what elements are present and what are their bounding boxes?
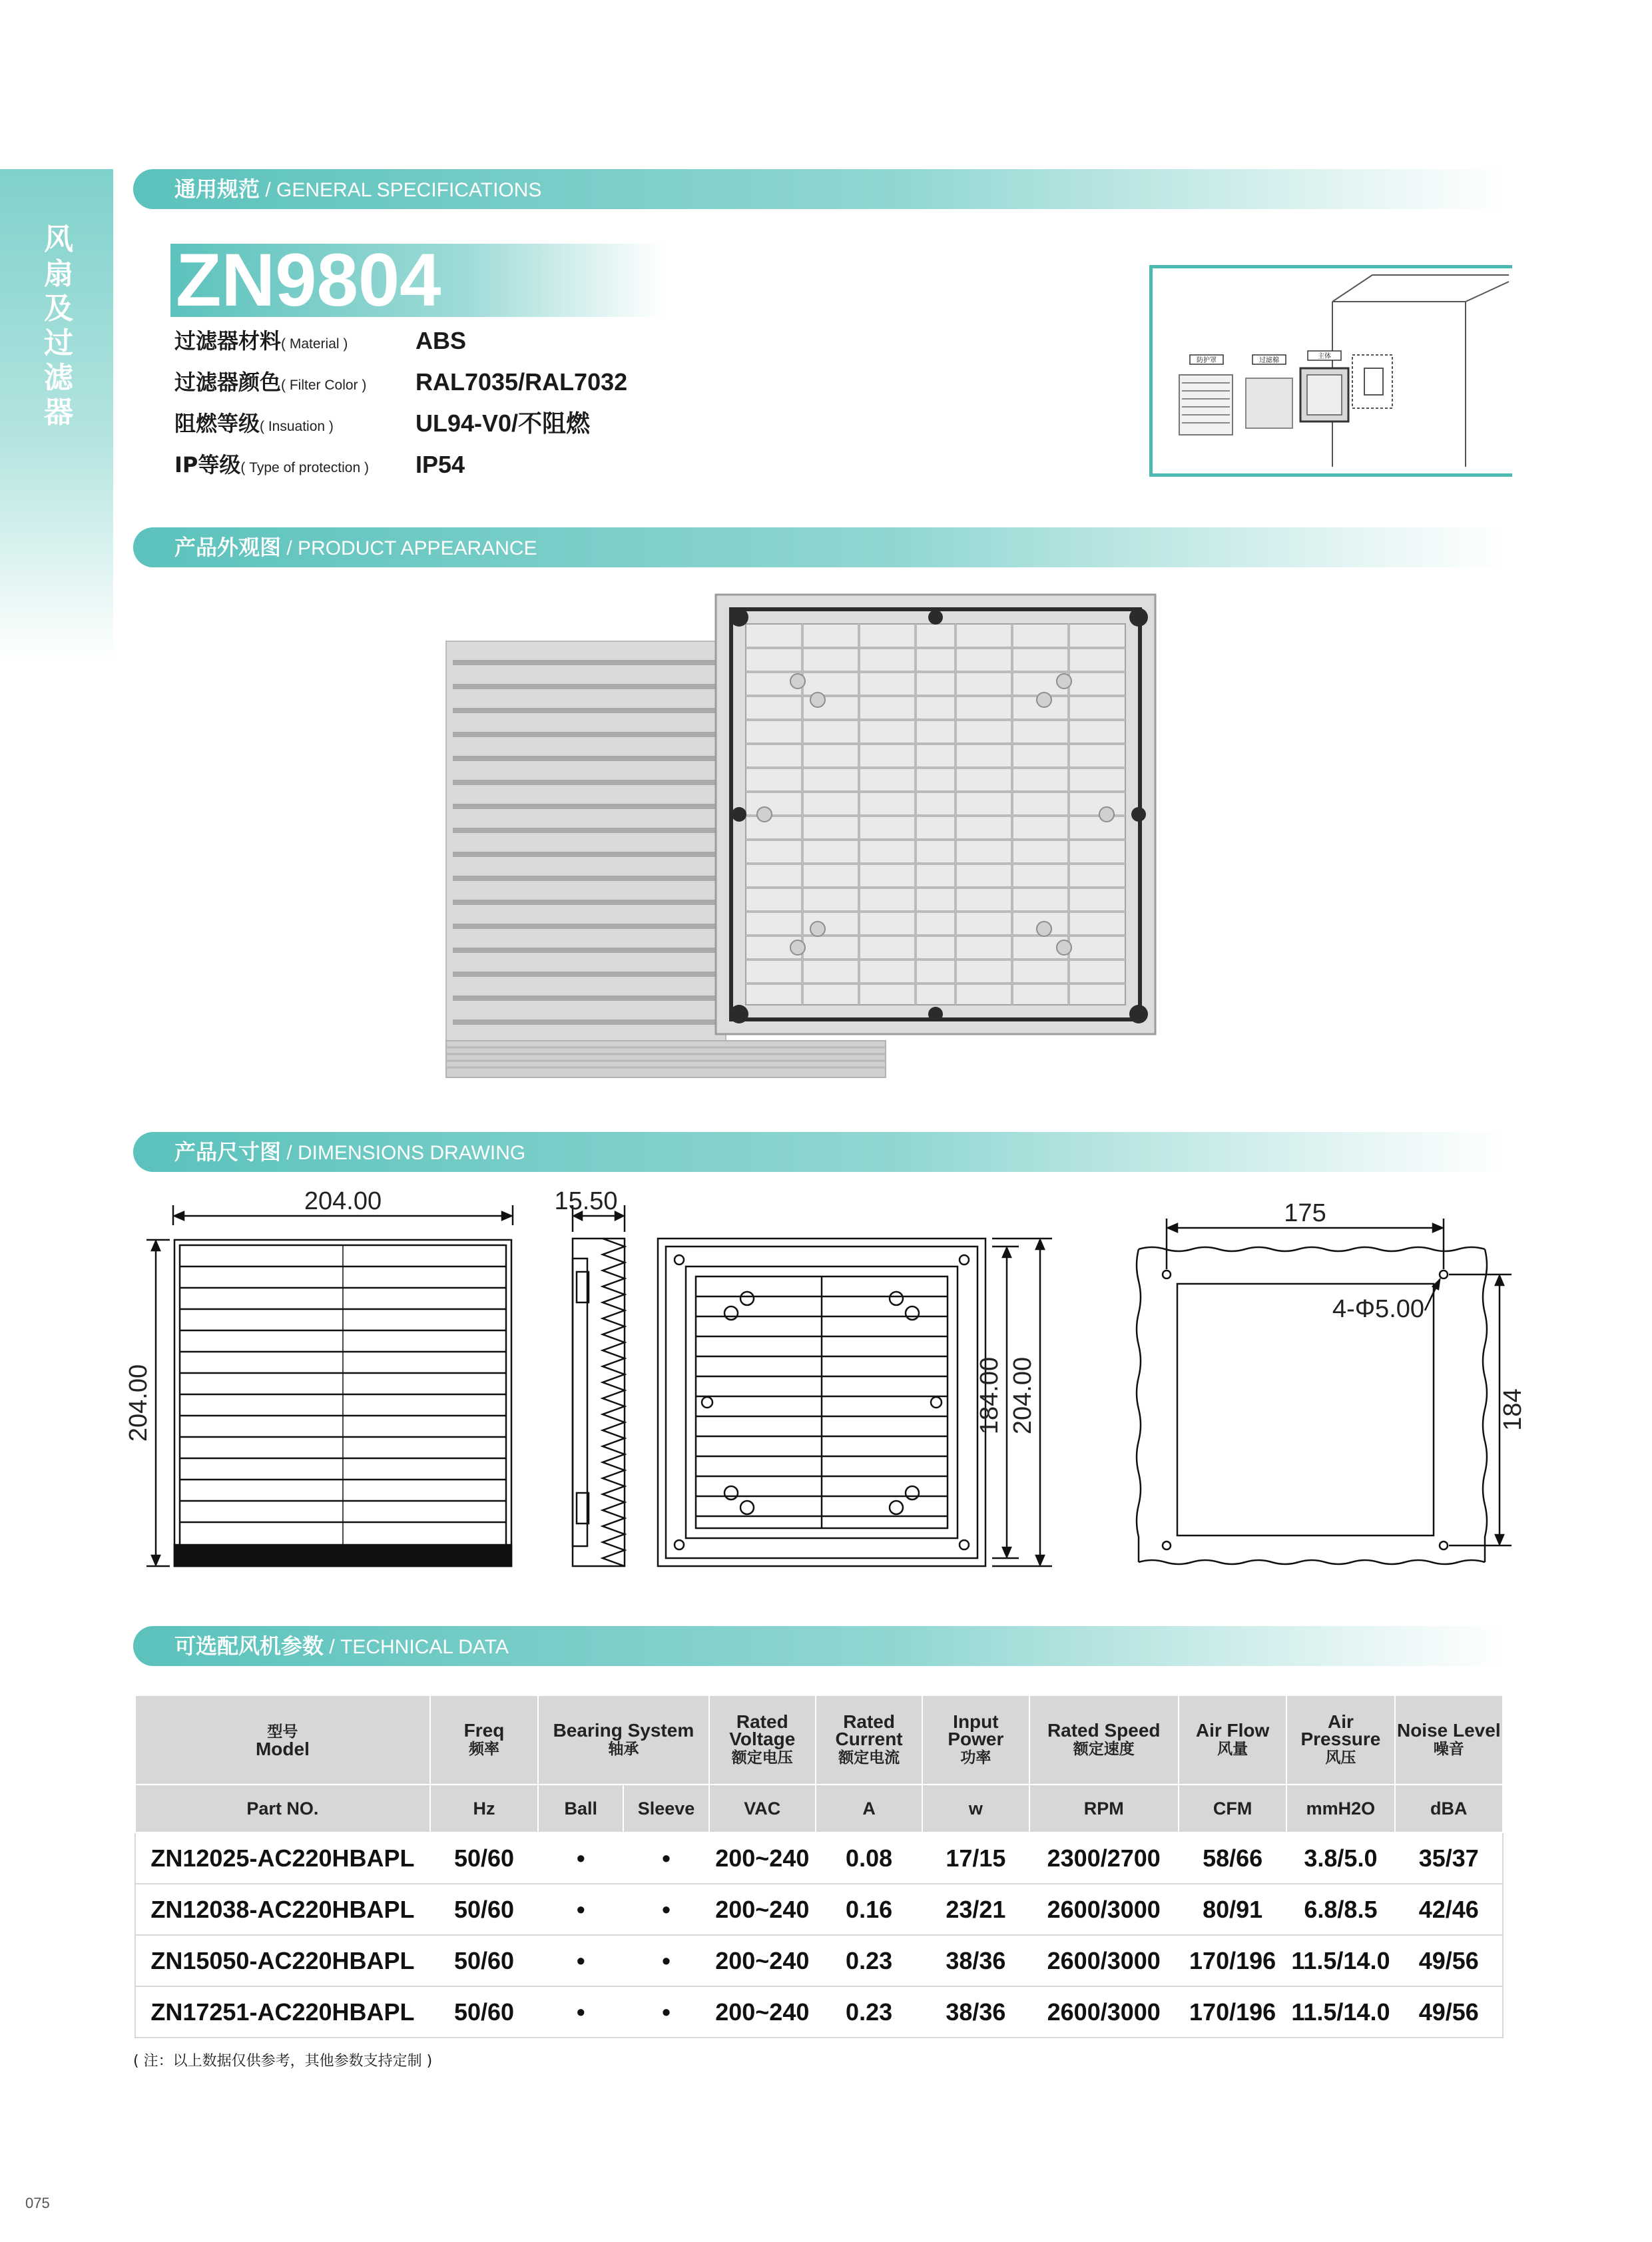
- cell: 200~240: [709, 1935, 816, 1986]
- cell: 50/60: [430, 1832, 538, 1884]
- table-header-row: [135, 1695, 1503, 1785]
- section-title-en: / TECHNICAL DATA: [324, 1636, 509, 1658]
- sidebar-tab: [0, 169, 113, 662]
- cell: 2600/3000: [1029, 1935, 1179, 1986]
- dim-outer-height: 204.00: [1009, 1356, 1037, 1435]
- model-title: ZN9804: [170, 244, 663, 317]
- spec-value: ABS: [415, 327, 467, 354]
- section-dimensions-drawing: [133, 1132, 1505, 1172]
- section-product-appearance: [133, 527, 1505, 567]
- cell: 3.8/5.0: [1286, 1832, 1394, 1884]
- section-title-zh: 可选配风机参数: [174, 1633, 324, 1659]
- table-row: [135, 1986, 1503, 2038]
- header-airflow: Air Flow 风量: [1179, 1695, 1286, 1785]
- dim-front-width: 204.00: [304, 1187, 382, 1215]
- dim-cutout-width: 175: [1284, 1199, 1326, 1227]
- cell: 80/91: [1179, 1884, 1286, 1935]
- spec-row-protection: [174, 451, 465, 481]
- cell: 11.5/14.0: [1286, 1986, 1394, 2038]
- cell: 50/60: [430, 1935, 538, 1986]
- spec-value: IP54: [415, 451, 465, 478]
- unit-cell: Hz: [430, 1785, 538, 1832]
- front-view: [146, 1205, 513, 1566]
- cell: 200~240: [709, 1832, 816, 1884]
- spec-label-en: ( Material ): [281, 336, 348, 352]
- spec-label-zh: 阻燃等级: [174, 411, 260, 436]
- cell: 58/66: [1179, 1832, 1286, 1884]
- header-speed: Rated Speed 额定速度: [1029, 1695, 1179, 1785]
- cell: 49/56: [1395, 1935, 1503, 1986]
- cell: •: [538, 1935, 623, 1986]
- install-part-body: [1300, 351, 1348, 421]
- spec-label-en: ( Insuation ): [260, 419, 334, 434]
- spec-label-zh: 过滤器材料: [174, 328, 282, 354]
- dim-cutout-height: 184: [1499, 1388, 1527, 1431]
- unit-cell: Ball: [538, 1785, 623, 1832]
- cutout-view: [1137, 1219, 1512, 1564]
- spec-label-en: ( Type of protection ): [240, 460, 369, 475]
- dim-holes: 4-Φ5.00: [1332, 1295, 1425, 1323]
- header-pressure: Air Pressure 风压: [1286, 1695, 1394, 1785]
- technical-data-table: [135, 1695, 1504, 2038]
- cell: ZN12025-AC220HBAPL: [135, 1832, 430, 1884]
- cell: ZN12038-AC220HBAPL: [135, 1884, 430, 1935]
- section-technical-data: [133, 1626, 1505, 1666]
- dim-inner-height: 184.00: [975, 1356, 1003, 1435]
- cell: 170/196: [1179, 1935, 1286, 1986]
- cell: 49/56: [1395, 1986, 1503, 2038]
- table-row: [135, 1935, 1503, 1986]
- cell: 200~240: [709, 1986, 816, 2038]
- section-title-en: / DIMENSIONS DRAWING: [281, 1142, 526, 1164]
- cell: ZN15050-AC220HBAPL: [135, 1935, 430, 1986]
- spec-value: UL94-V0/不阻燃: [415, 410, 591, 437]
- section-title-en: / GENERAL SPECIFICATIONS: [260, 179, 542, 201]
- cell: 0.16: [816, 1884, 922, 1935]
- cell: 50/60: [430, 1986, 538, 2038]
- installation-illustration: [1149, 265, 1512, 477]
- cell: •: [538, 1832, 623, 1884]
- page-number: 075: [25, 2195, 50, 2211]
- fan-filter-frame: [716, 595, 1155, 1034]
- cell: 35/37: [1395, 1832, 1503, 1884]
- unit-cell: RPM: [1029, 1785, 1179, 1832]
- cell: ZN17251-AC220HBAPL: [135, 1986, 430, 2038]
- section-title-zh: 产品外观图: [174, 535, 282, 560]
- cell: 0.23: [816, 1986, 922, 2038]
- cell: 11.5/14.0: [1286, 1935, 1394, 1986]
- cell: 38/36: [922, 1935, 1029, 1986]
- unit-cell: dBA: [1395, 1785, 1503, 1832]
- sidebar-label: 风扇及过滤器: [44, 222, 73, 429]
- spec-label-zh: IP等级: [174, 452, 241, 477]
- unit-cell: mmH2O: [1286, 1785, 1394, 1832]
- spec-value: RAL7035/RAL7032: [415, 368, 628, 396]
- header-freq: Freq 频率: [430, 1695, 538, 1785]
- install-label-guard: 防护罩: [1197, 357, 1217, 364]
- cell: •: [623, 1935, 708, 1986]
- cell: 38/36: [922, 1986, 1029, 2038]
- install-label-filter: 过滤棉: [1259, 357, 1279, 364]
- spec-label-en: ( Filter Color ): [281, 378, 367, 393]
- unit-cell: w: [922, 1785, 1029, 1832]
- cell: 50/60: [430, 1884, 538, 1935]
- cell: •: [538, 1884, 623, 1935]
- cell: 2600/3000: [1029, 1884, 1179, 1935]
- header-current: Rated Current 额定电流: [816, 1695, 922, 1785]
- install-part-filter: [1246, 355, 1292, 428]
- installation-drawing: [1153, 268, 1509, 467]
- cell: 23/21: [922, 1884, 1029, 1935]
- cell: •: [623, 1986, 708, 2038]
- header-voltage: Rated Voltage 额定电压: [709, 1695, 816, 1785]
- cell: 0.08: [816, 1832, 922, 1884]
- spec-row-insulation: [174, 410, 591, 440]
- install-part-guard: [1179, 355, 1233, 435]
- cell: •: [623, 1884, 708, 1935]
- header-noise: Noise Level 噪音: [1395, 1695, 1503, 1785]
- cell: •: [623, 1832, 708, 1884]
- cell: 17/15: [922, 1832, 1029, 1884]
- install-label-body: 主体: [1318, 353, 1331, 360]
- spec-label-zh: 过滤器颜色: [174, 370, 282, 395]
- dim-front-height: 204.00: [125, 1364, 152, 1442]
- unit-cell: CFM: [1179, 1785, 1286, 1832]
- dimensions-drawing: [125, 1187, 1531, 1591]
- cell: 0.23: [816, 1935, 922, 1986]
- table-row: [135, 1884, 1503, 1935]
- unit-cell: Sleeve: [623, 1785, 708, 1832]
- cell: 200~240: [709, 1884, 816, 1935]
- spec-row-material: [174, 327, 467, 358]
- cell: 170/196: [1179, 1986, 1286, 2038]
- table-note: ( 注：以上数据仅供参考，其他参数支持定制 ): [133, 2053, 433, 2070]
- unit-cell: VAC: [709, 1785, 816, 1832]
- table-row: [135, 1832, 1503, 1884]
- product-photo: [446, 595, 1165, 1087]
- unit-cell: Part NO.: [135, 1785, 430, 1832]
- section-title-en: / PRODUCT APPEARANCE: [281, 537, 537, 559]
- dim-depth: 15.50: [554, 1187, 618, 1215]
- header-power: Input Power 功率: [922, 1695, 1029, 1785]
- table-units-row: [135, 1785, 1503, 1832]
- unit-cell: A: [816, 1785, 922, 1832]
- section-title-zh: 产品尺寸图: [174, 1139, 282, 1165]
- spec-row-filter-color: [174, 368, 628, 399]
- header-model: 型号 Model: [135, 1695, 430, 1785]
- section-general-specs: [133, 169, 1505, 209]
- cell: 2300/2700: [1029, 1832, 1179, 1884]
- cell: 2600/3000: [1029, 1986, 1179, 2038]
- section-title-zh: 通用规范: [174, 176, 260, 202]
- cell: •: [538, 1986, 623, 2038]
- cell: 6.8/8.5: [1286, 1884, 1394, 1935]
- side-view: [573, 1205, 625, 1566]
- header-bearing: Bearing System 轴承: [538, 1695, 708, 1785]
- cell: 42/46: [1395, 1884, 1503, 1935]
